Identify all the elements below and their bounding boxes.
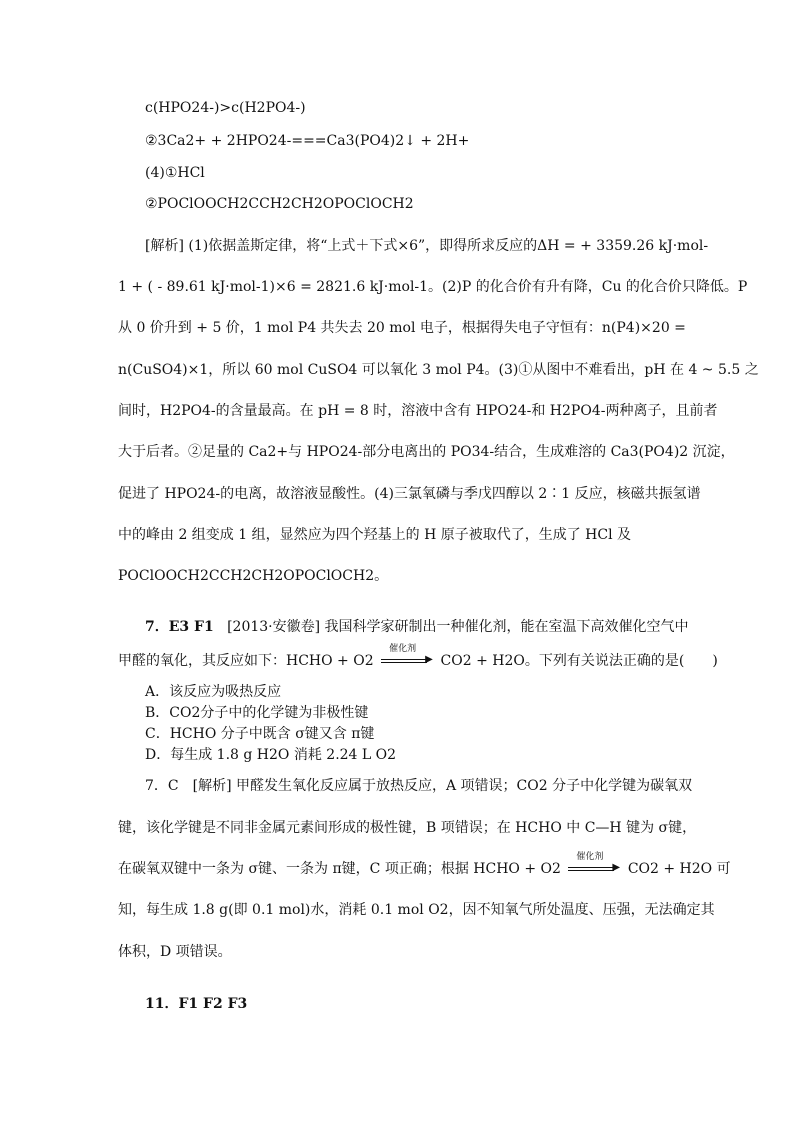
- question-11-code: 11．F1 F2 F3: [145, 996, 248, 1012]
- reaction-right: CO2 + H2O 可: [627, 861, 731, 877]
- answer-7-line: 键，该化学键是不同非金属元素间形成的极性键，B 项错误；在 HCHO 中 C—H 键为 σ键，: [118, 820, 697, 836]
- explanation-line: 从 0 价升到 + 5 价，1 mol P4 共失去 20 mol 电子，根据得失电子守恒有：n(P4)×20 =: [118, 320, 686, 336]
- explanation-line: 间时，H2PO4-的含量最高。在 pH = 8 时，溶液中含有 HPO24-和 H2PO4-两种离子，且前者: [118, 403, 718, 419]
- answer-7-line: 体积，D 项错误。: [118, 944, 232, 960]
- reaction-left: 甲醛的氧化，其反应如下：HCHO + O2: [118, 653, 374, 669]
- explanation-line: 促进了 HPO24-的电离，故溶液显酸性。(4)三氯氧磷与季戊四醇以 2∶1 反应，核磁共振氢谱: [118, 486, 701, 502]
- answer-7-line: 知，每生成 1.8 g(即 0.1 mol)水，消耗 0.1 mol O2，因不知氧气所处温度、压强，无法确定其: [118, 902, 715, 918]
- explanation-line: 1 + ( - 89.61 kJ·mol-1)×6 = 2821.6 kJ·mol-1。(2)P 的化合价有升有降，Cu 的化合价只降低。P: [118, 279, 748, 295]
- answer-line-2: ②3Ca2+ + 2HPO24-===Ca3(PO4)2↓ + 2H+: [145, 133, 470, 149]
- question-code: 7．E3 F1: [145, 619, 214, 635]
- question-7-stem: [145, 617, 689, 637]
- explanation-line: 中的峰由 2 组变成 1 组，显然应为四个羟基上的 H 原子被取代了，生成了 HCl 及: [118, 527, 632, 543]
- answer-7-line: 7．C [解析] 甲醛发生氧化反应属于放热反应，A 项错误；CO2 分子中化学键为碳氧双: [145, 778, 693, 794]
- answer-line-3: (4)①HCl: [145, 165, 205, 181]
- catalyst-arrow-icon: 催化剂 ▶: [381, 654, 433, 668]
- explanation-line: 大于后者。②足量的 Ca2+与 HPO24-部分电离出的 PO34-结合，生成难溶的 Ca3(PO4)2 沉淀，: [118, 444, 735, 460]
- reaction-left: 在碳氧双键中一条为 σ键、一条为 π键，C 项正确；根据 HCHO + O2: [118, 861, 561, 877]
- reaction-right: CO2 + H2O。下列有关说法正确的是( ): [440, 653, 718, 669]
- answer-line-4: ②POClOOCH2CCH2CH2OPOClOCH2: [145, 196, 414, 212]
- explanation-line: [解析] (1)依据盖斯定律，将“上式＋下式×6”，即得所求反应的ΔH = + 3359.26 kJ·mol-: [145, 238, 709, 254]
- answer-line-1: c(HPO24-)>c(H2PO4-): [145, 100, 306, 116]
- option-a: A．该反应为吸热反应: [145, 684, 282, 700]
- explanation-line: n(CuSO4)×1，所以 60 mol CuSO4 可以氧化 3 mol P4。(3)①从图中不难看出，pH 在 4 ~ 5.5 之: [118, 362, 759, 378]
- question-source-text: [2013·安徽卷] 我国科学家研制出一种催化剂，能在室温下高效催化空气中: [227, 619, 689, 635]
- catalyst-arrow-icon: 催化剂 ▶: [568, 862, 620, 876]
- explanation-line: POClOOCH2CCH2CH2OPOClOCH2。: [118, 568, 389, 584]
- option-b: B．CO2分子中的化学键为非极性键: [145, 705, 369, 721]
- catalyst-label: 催化剂: [576, 852, 604, 862]
- question-7-reaction: [118, 644, 718, 671]
- option-d: D．每生成 1.8 g H2O 消耗 2.24 L O2: [145, 747, 397, 763]
- catalyst-label: 催化剂: [389, 644, 417, 654]
- option-c: C．HCHO 分子中既含 σ键又含 π键: [145, 726, 375, 742]
- answer-7-reaction: [118, 852, 731, 879]
